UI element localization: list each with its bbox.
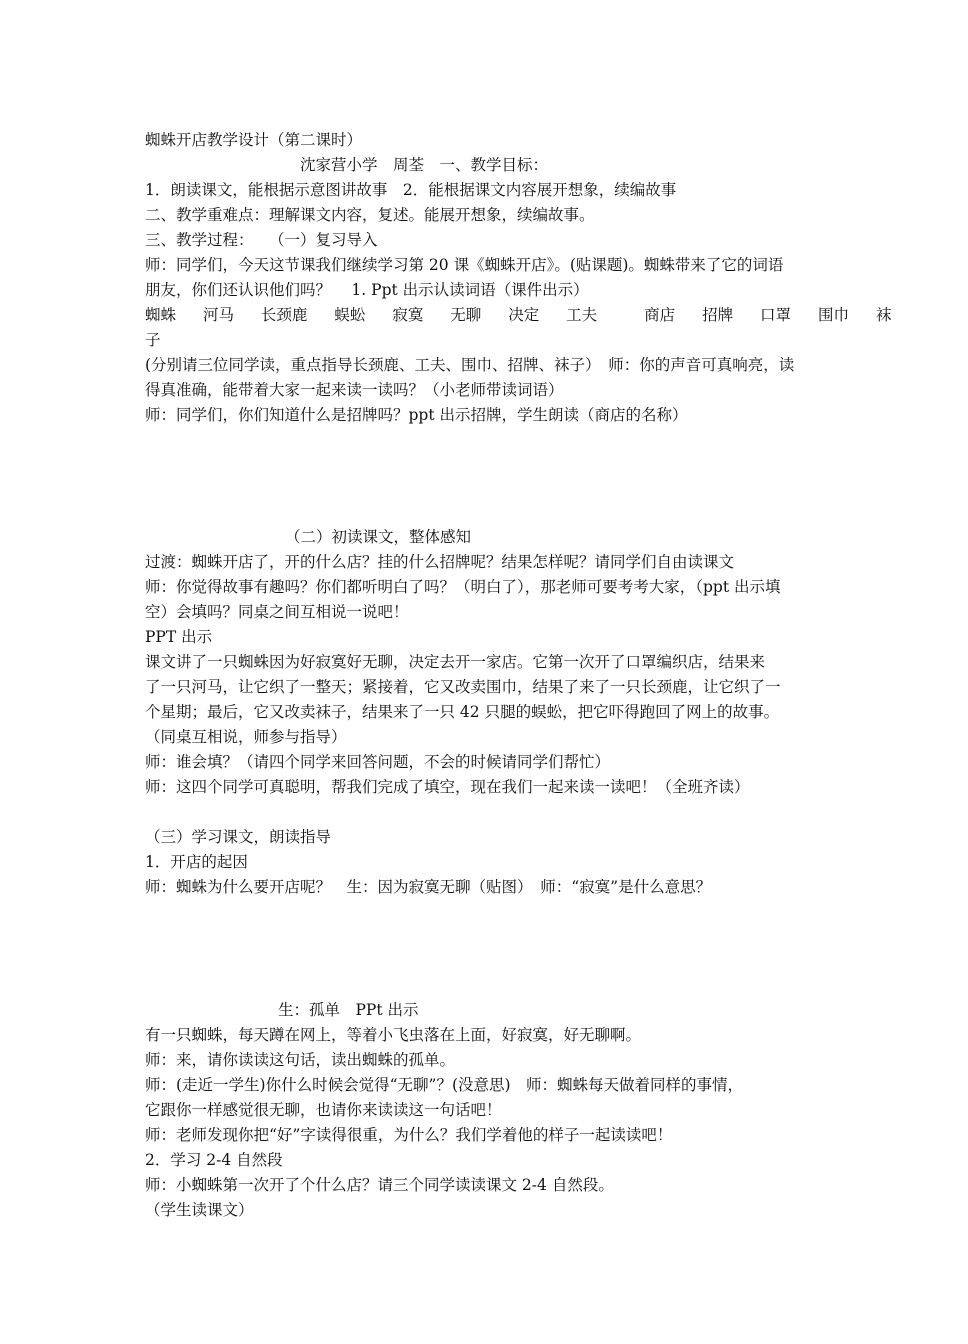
vocab-word: 决定 <box>508 306 540 324</box>
vocab-word: 商店 <box>644 306 676 324</box>
paragraph-line: 师：来，请你读读这句话，读出蜘蛛的孤单。 <box>145 1051 456 1069</box>
vocab-word: 河马 <box>202 306 234 324</box>
key-points: 二、教学重难点：理解课文内容，复述。能展开想象，续编故事。 <box>145 206 595 224</box>
vocab-word: 围巾 <box>817 306 849 324</box>
paragraph-line: 它跟你一样感觉很无聊，也请你来读读这一句话吧！ <box>145 1101 502 1119</box>
paragraph-line: 师：同学们，你们知道什么是招牌吗？ppt 出示招牌，学生朗读（商店的名称） <box>145 406 688 424</box>
paragraph-line: 师：老师发现你把“好”字读得很重，为什么？我们学着他的样子一起读读吧！ <box>145 1126 673 1144</box>
paragraph-line: （学生读课文） <box>145 1201 254 1219</box>
paragraph-line: 1．开店的起因 <box>145 853 248 871</box>
vocab-word: 工夫 <box>566 306 598 324</box>
author-and-objectives: 沈家营小学 周荃 一、教学目标： <box>300 156 549 174</box>
paragraph-line: 师：谁会填？（请四个同学来回答问题，不会的时候请同学们帮忙） <box>145 753 611 771</box>
paragraph-line: (分别请三位同学读，重点指导长颈鹿、工夫、围巾、招牌、袜子） 师：你的声音可真响亮，读 <box>145 356 795 374</box>
paragraph-line: 师：蜘蛛为什么要开店呢？ 生：因为寂寞无聊（贴图） 师：“寂寞”是什么意思？ <box>145 878 712 896</box>
vocab-word: 袜 <box>875 306 892 324</box>
vocab-word: 长颈鹿 <box>260 306 308 324</box>
vocab-word: 寂寞 <box>392 306 424 324</box>
paragraph-line: 子 <box>145 331 161 349</box>
paragraph-line: 得真准确，能带着大家一起来读一读吗？（小老师带读词语） <box>145 381 564 399</box>
paragraph-line: 课文讲了一只蜘蛛因为好寂寞好无聊，决定去开一家店。它第一次开了口罩编织店，结果来 <box>145 653 766 671</box>
paragraph-line: 师：这四个同学可真聪明，帮我们完成了填空，现在我们一起来读一读吧！（全班齐读） <box>145 778 750 796</box>
objectives-text: 1．朗读课文，能根据示意图讲故事 2．能根据课文内容展开想象，续编故事 <box>145 181 677 199</box>
section-heading: （二）初读课文，整体感知 <box>285 528 472 546</box>
vocab-word: 招牌 <box>702 306 734 324</box>
paragraph-line: 生：孤单 PPt 出示 <box>278 1001 419 1019</box>
paragraph-line: 师：同学们，今天这节课我们继续学习第 20 课《蜘蛛开店》。(贴课题)。蜘蛛带来了它的词语 <box>145 256 784 274</box>
paragraph-line: PPT 出示 <box>145 628 213 646</box>
document-title: 蜘蛛开店教学设计（第二课时） <box>145 131 363 149</box>
paragraph-line: 了一只河马，让它织了一整天；紧接着，它又改卖围巾，结果了来了一只长颈鹿，让它织了一 <box>145 678 781 696</box>
vocab-word: 无聊 <box>450 306 482 324</box>
paragraph-line: 有一只蜘蛛，每天蹲在网上，等着小飞虫落在上面，好寂寞，好无聊啊。 <box>145 1026 642 1044</box>
paragraph-line: 空）会填吗？同桌之间互相说一说吧！ <box>145 603 409 621</box>
process-heading: 三、教学过程： （一）复习导入 <box>145 231 378 249</box>
paragraph-line: （同桌互相说，师参与指导） <box>145 728 347 746</box>
paragraph-line: 过渡：蜘蛛开店了，开的什么店？挂的什么招牌呢？结果怎样呢？请同学们自由读课文 <box>145 553 735 571</box>
vocab-word: 蜈蚣 <box>334 306 366 324</box>
paragraph-line: 师：小蜘蛛第一次开了个什么店？请三个同学读读课文 2-4 自然段。 <box>145 1176 614 1194</box>
vocab-list <box>145 303 892 328</box>
section-heading: （三）学习课文，朗读指导 <box>145 828 332 846</box>
vocab-word: 蜘蛛 <box>145 306 177 324</box>
paragraph-line: 朋友，你们还认识他们吗？ 1. Ppt 出示认读词语（课件出示） <box>145 281 589 299</box>
paragraph-line: 2．学习 2-4 自然段 <box>145 1151 283 1169</box>
paragraph-line: 师：(走近一学生)你什么时候会觉得“无聊”？(没意思) 师：蜘蛛每天做着同样的事情， <box>145 1076 744 1094</box>
vocab-word: 口罩 <box>760 306 792 324</box>
paragraph-line: 个星期；最后，它又改卖袜子，结果来了一只 42 只腿的蜈蚣，把它吓得跑回了网上的故事。 <box>145 703 780 721</box>
paragraph-line: 师：你觉得故事有趣吗？你们都听明白了吗？（明白了），那老师可要考考大家，（ppt 出示填 <box>145 578 781 596</box>
